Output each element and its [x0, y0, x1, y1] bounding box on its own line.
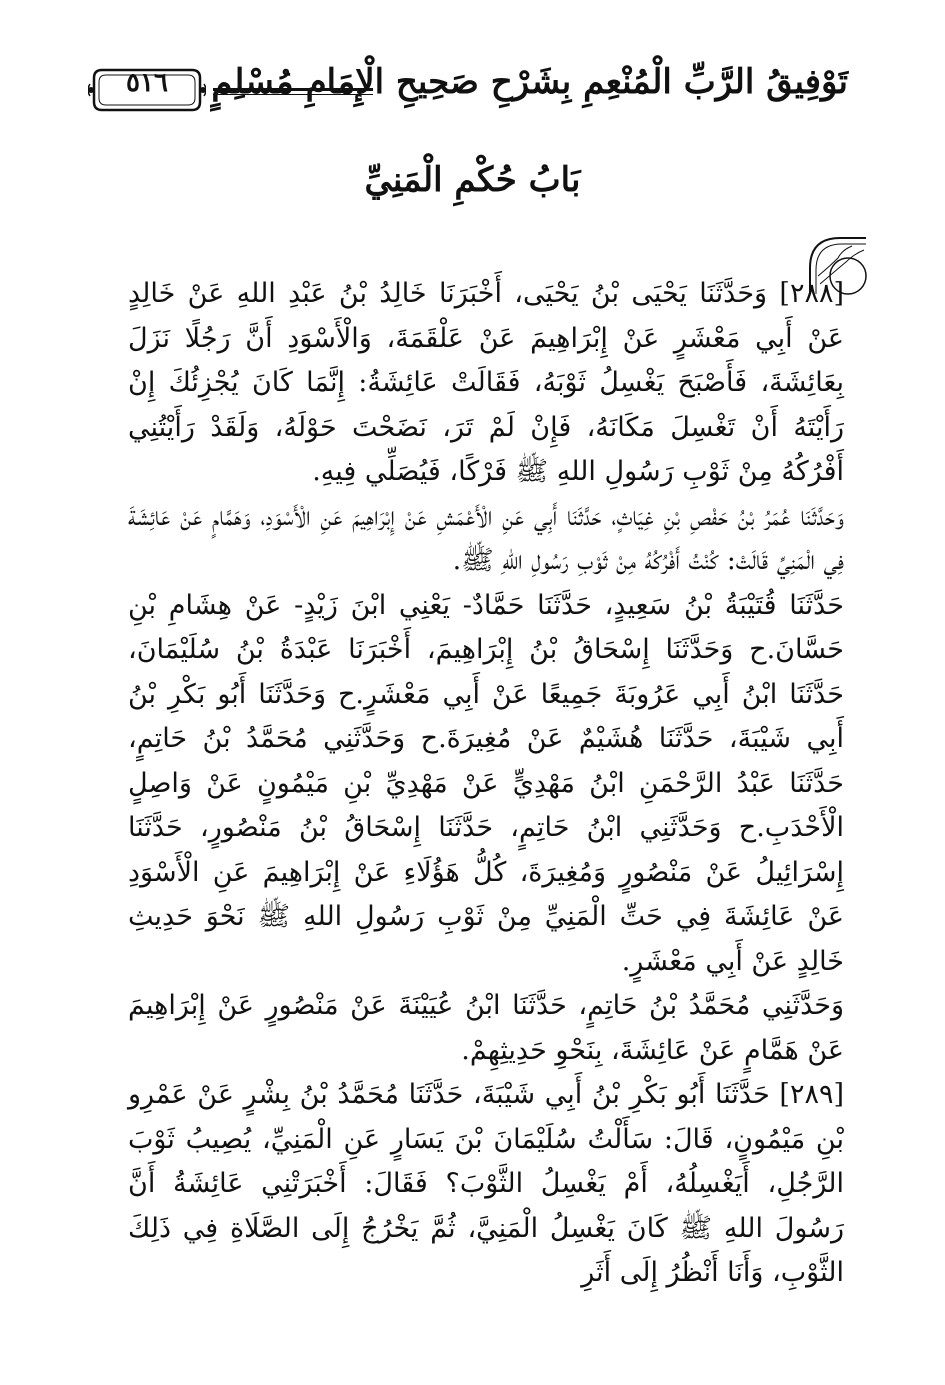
paragraph: حَدَّثَنَا قُتَيْبَةُ بْنُ سَعِيدٍ، حَدَّثَنَا حَمَّادٌ- يَعْنِي ابْنَ زَيْدٍ- عَنْ هِشَامِ بْنِ حَسَّانَ.ح وَحَدَّثَنَا إِسْحَاقُ بْنُ إِبْرَاهِيمَ، أَخْبَرَنَا عَبْدَةُ بْنُ سُلَيْمَانَ، حَدَّثَنَا ابْنُ أَبِي عَرُوبَةَ جَمِيعًا عَنْ أَبِي مَعْشَرٍ.ح وَحَدَّثَنَا أَبُو بَكْرِ بْنُ أَبِي شَيْبَةَ، حَدَّثَنَا هُشَيْمٌ عَنْ مُغِيرَةَ.ح وَحَدَّثَنِي مُحَمَّدُ بْنُ حَاتِمٍ، حَدَّثَنَا عَبْدُ الرَّحْمَنِ ابْنُ مَهْدِيٍّ عَنْ مَهْدِيِّ بْنِ مَيْمُونٍ عَنْ وَاصِلٍ الْأَحْدَبِ.ح وَحَدَّثَنِي ابْنُ حَاتِمٍ، حَدَّثَنَا إِسْحَاقُ بْنُ مَنْصُورٍ، حَدَّثَنَا إِسْرَائِيلُ عَنْ مَنْصُورٍ وَمُغِيرَةَ، كُلُّ هَؤُلَاءِ عَنْ إِبْرَاهِيمَ عَنِ الْأَسْوَدِ عَنْ عَائِشَةَ فِي حَتِّ الْمَنِيِّ مِنْ ثَوْبِ رَسُولِ اللهِ ﷺ نَحْوَ حَدِيثِ خَالِدٍ عَنْ أَبِي مَعْشَرٍ.	[128, 589, 844, 977]
chapter-title: بَابُ حُكْمِ الْمَنِيِّ	[364, 160, 581, 200]
paragraph: وَحَدَّثَنِي مُحَمَّدُ بْنُ حَاتِمٍ، حَدَّثَنَا ابْنُ عُيَيْنَةَ عَنْ مَنْصُورٍ عَنْ إِبْرَاهِيمَ عَنْ هَمَّامٍ عَنْ عَائِشَةَ، بِنَحْوِ حَدِيثِهِمْ.	[128, 990, 844, 1066]
header-rule-thick	[213, 88, 373, 91]
paragraph: وَحَدَّثَنَا عُمَرُ بْنُ حَفْصِ بْنِ غِيَاثٍ، حَدَّثَنَا أَبِي عَنِ الْأَعْمَشِ عَنْ إِبْرَاهِيمَ عَنِ الْأَسْوَدِ، وَهَمَّامٍ عَنْ عَائِشَةَ فِي الْمَنِيِّ قَالَتْ: كُنْتُ أَفْرُكُهُ مِنْ ثَوْبِ رَسُولِ اللهِ ﷺ.	[128, 500, 844, 576]
paragraph: [٢٨٩] حَدَّثَنَا أَبُو بَكْرِ بْنُ أَبِي شَيْبَةَ، حَدَّثَنَا مُحَمَّدُ بْنُ بِشْرٍ عَنْ عَمْرِو بْنِ مَيْمُونٍ، قَالَ: سَأَلْتُ سُلَيْمَانَ بْنَ يَسَارٍ عَنِ الْمَنِيِّ، يُصِيبُ ثَوْبَ الرَّجُلِ، أَيَغْسِلُهُ، أَمْ يَغْسِلُ الثَّوْبَ؟ فَقَالَ: أَخْبَرَتْنِي عَائِشَةُ أَنَّ رَسُولَ اللهِ ﷺ كَانَ يَغْسِلُ الْمَنِيَّ، ثُمَّ يَخْرُجُ إِلَى الصَّلَاةِ فِي ذَلِكَ الثَّوْبِ، وَأَنَا أَنْظُرُ إِلَى أَثَرِ	[128, 1079, 844, 1288]
page-number: ٥١٦	[126, 68, 168, 98]
paragraph: [٢٨٨] وَحَدَّثَنَا يَحْيَى بْنُ يَحْيَى، أَخْبَرَنَا خَالِدُ بْنُ عَبْدِ اللهِ عَنْ خَالِدٍ عَنْ أَبِي مَعْشَرٍ عَنْ إِبْرَاهِيمَ عَنْ عَلْقَمَةَ، وَالْأَسْوَدِ أَنَّ رَجُلًا نَزَلَ بِعَائِشَةَ، فَأَصْبَحَ يَغْسِلُ ثَوْبَهُ، فَقَالَتْ عَائِشَةُ: إِنَّمَا كَانَ يُجْزِئُكَ إِنْ رَأَيْتَهُ أَنْ تَغْسِلَ مَكَانَهُ، فَإِنْ لَمْ تَرَ، نَضَحْتَ حَوْلَهُ، وَلَقَدْ رَأَيْتُنِي أَفْرُكُهُ مِنْ ثَوْبِ رَسُولِ اللهِ ﷺ فَرْكًا، فَيُصَلِّي فِيهِ.	[128, 278, 844, 487]
header-rule-thin	[213, 94, 373, 95]
hadith-text	[128, 272, 844, 1296]
book-title: تَوْفِيقُ الرَّبِّ الْمُنْعِمِ بِشَرْحِ صَحِيحِ الْإِمَامِ مُسْلِمٍ	[211, 62, 848, 102]
page-header	[88, 58, 848, 114]
